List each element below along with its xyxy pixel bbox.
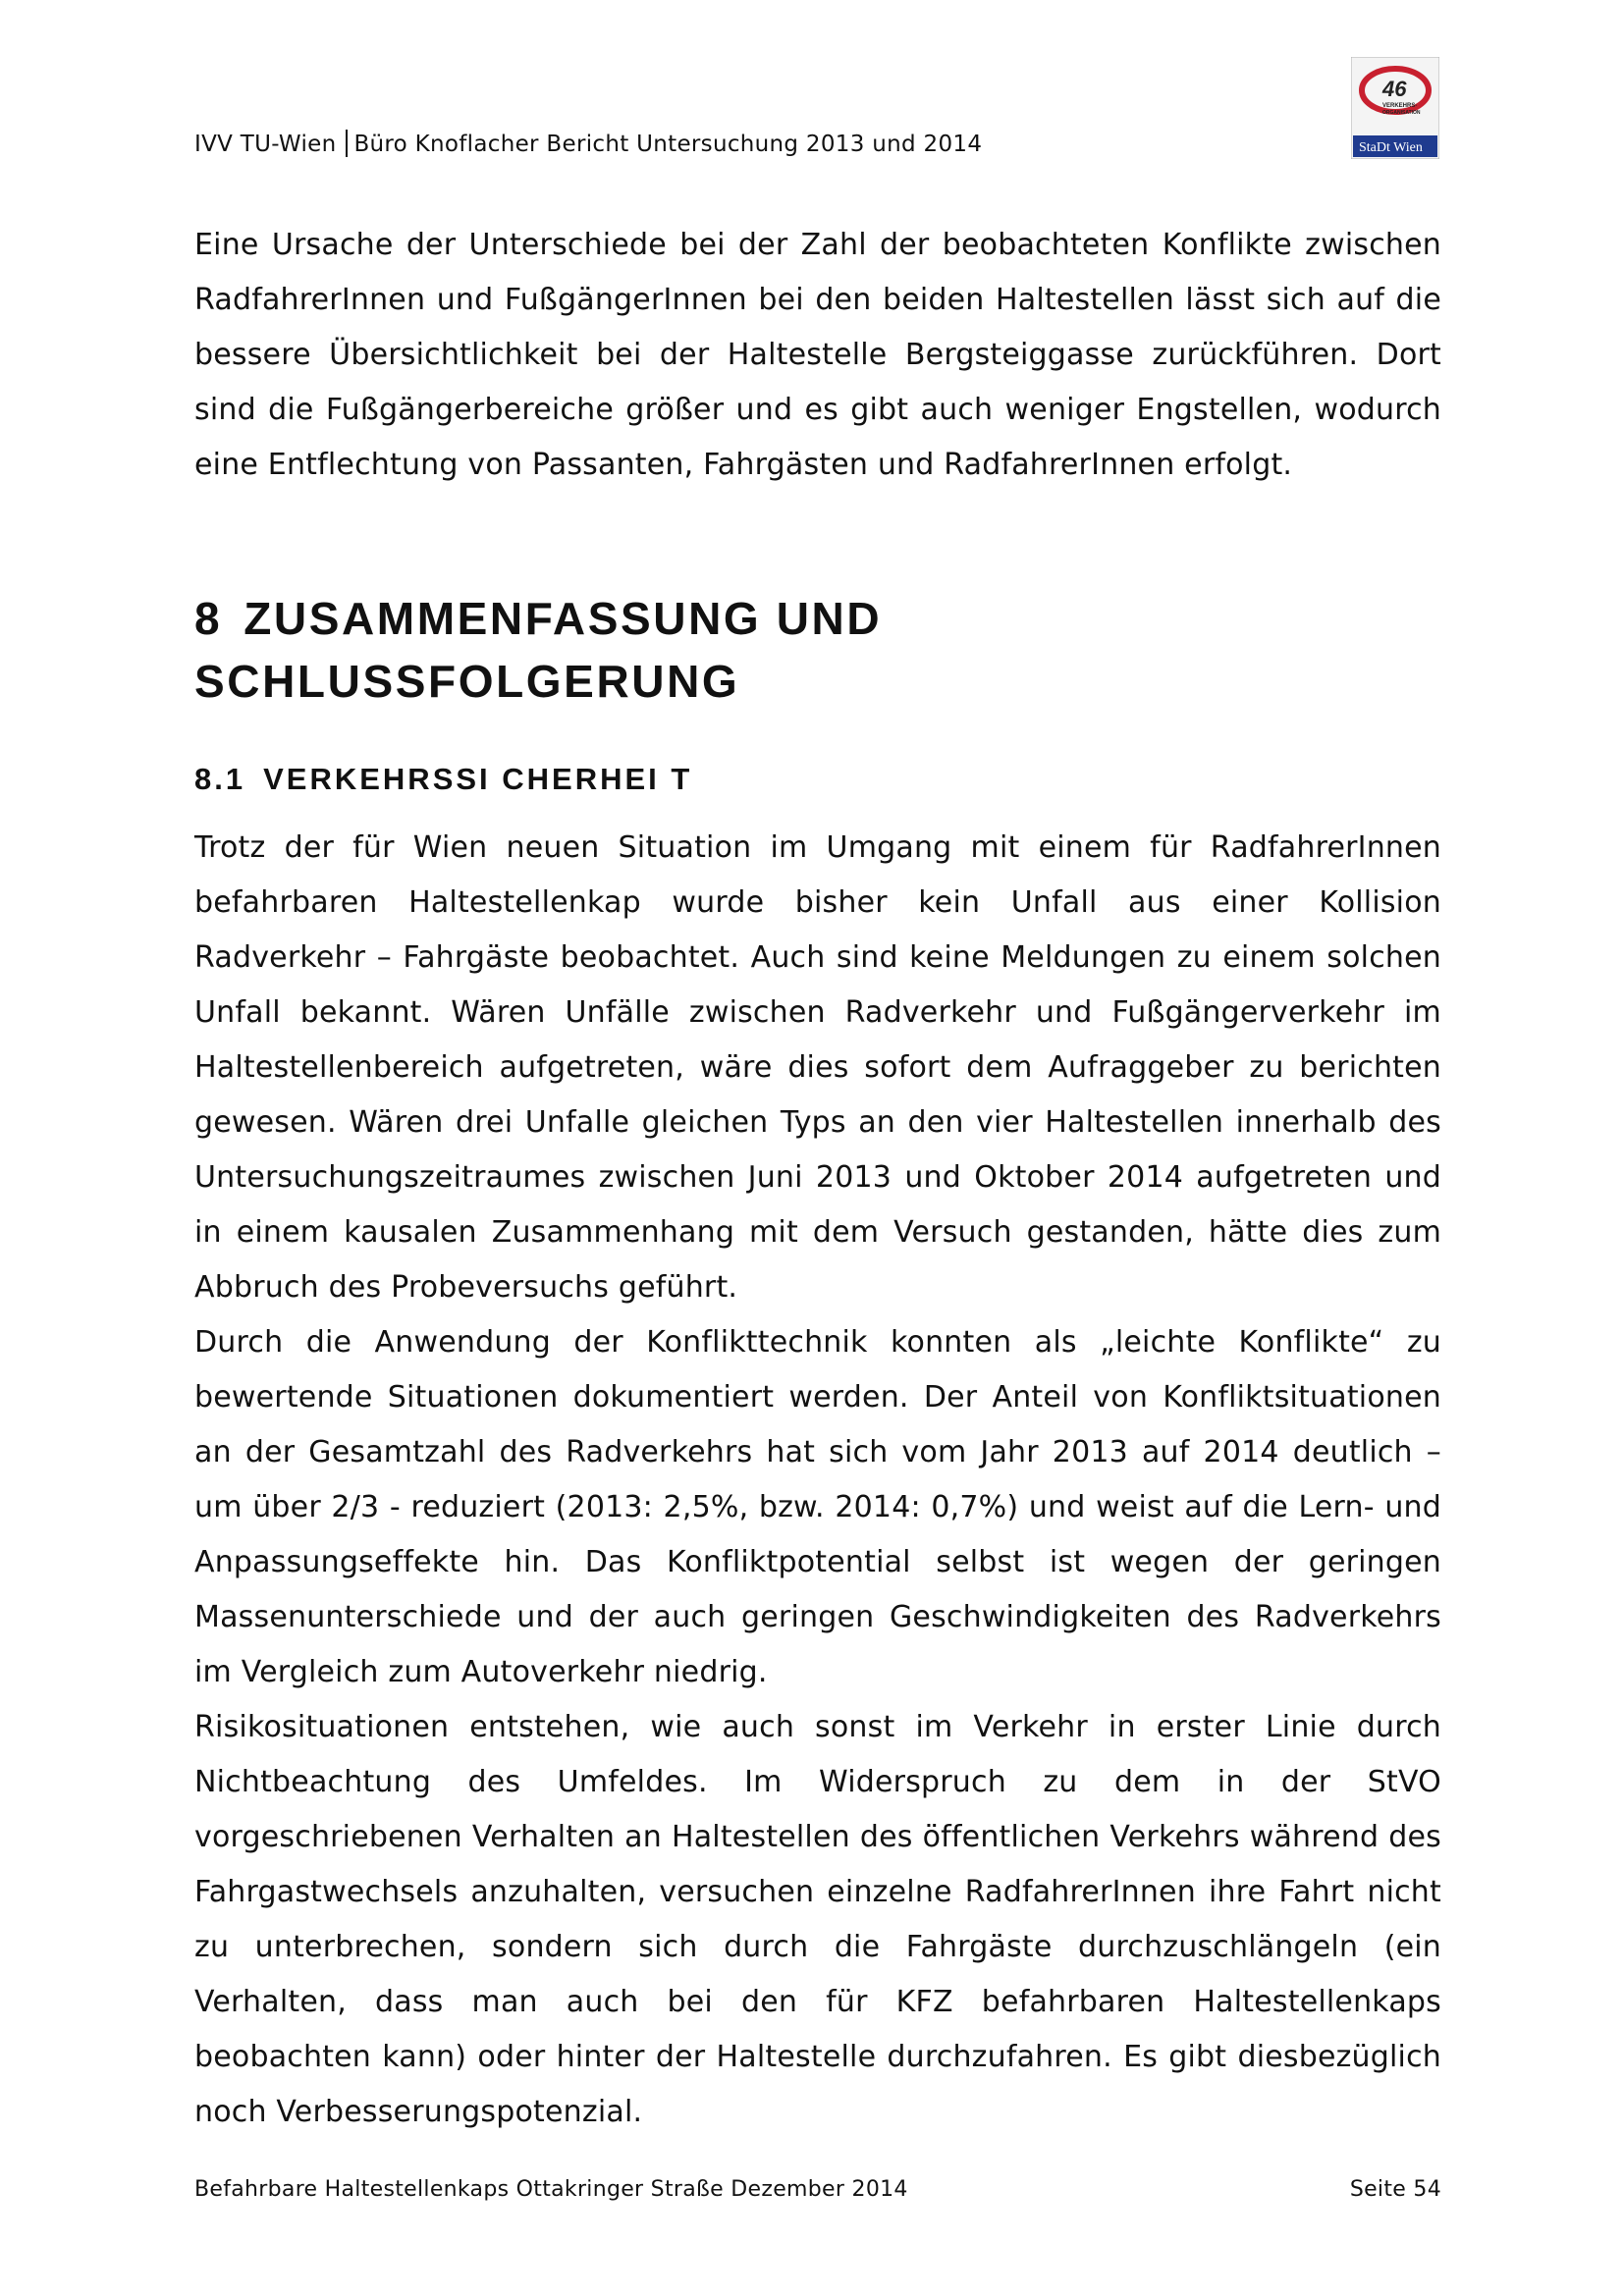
subsection-heading — [194, 760, 1441, 799]
header-report-title: Büro Knoflacher Bericht Untersuchung 2013 und 2014 — [353, 132, 983, 157]
logo-line-1: VERKEHRS- — [1382, 103, 1418, 109]
subsection-title: VERKEHRSSI CHERHEI T — [263, 762, 693, 796]
section-number: 8 — [194, 593, 223, 644]
section-heading — [194, 587, 1441, 713]
page-header — [194, 130, 1441, 169]
body-paragraph-conflicts: Durch die Anwendung der Konflikttechnik konnten als „leichte Konflikte“ zu bewertende Situationen dokumentiert werden. Der Anteil von Konfliktsituationen an der Gesamtzahl des Radverkehrs hat sich vom Jahr 2013 auf 2014 deutlich – um über 2/3 - reduziert (2013: 2,5%, bzw. 2014: 0,7%) und weist auf die Lern- und Anpassungseffekte hin. Das Konfliktpotential selbst ist wegen der geringen Massenunterschiede und der auch geringen Geschwindigkeiten des Radverkehrs im Vergleich zum Autoverkehr niedrig. — [194, 1325, 1441, 1689]
header-institute: IVV TU-Wien — [194, 132, 337, 157]
subsection-number: 8.1 — [194, 762, 246, 796]
intro-paragraph: Eine Ursache der Unterschiede bei der Zahl der beobachteten Konflikte zwischen RadfahrerInnen und FußgängerInnen bei den beiden Haltestellen lässt sich auf die bessere Übersichtlichkeit bei der Haltestelle Bergsteiggasse zurückführen. Dort sind die Fußgängerbereiche größer und es gibt auch weniger Engstellen, wodurch eine Entflechtung von Passanten, Fahrgästen und RadfahrerInnen erfolgt. — [194, 228, 1441, 482]
organisation-logo — [1351, 57, 1439, 159]
page-footer — [194, 2177, 1441, 2202]
section-title: ZUSAMMENFASSUNG UND SCHLUSSFOLGERUNG — [194, 593, 883, 707]
body-paragraph-risk: Risikosituationen entstehen, wie auch sonst im Verkehr in erster Linie durch Nichtbeachtung des Umfeldes. Im Widerspruch zu dem in der StVO vorgeschriebenen Verhalten an Haltestellen des öffentlichen Verkehrs während des Fahrgastwechsels anzuhalten, versuchen einzelne RadfahrerInnen ihre Fahrt nicht zu unterbrechen, sondern sich durch die Fahrgäste durchzuschlängeln (ein Verhalten, dass man auch bei den für KFZ befahrbaren Haltestellenkaps beobachten kann) oder hinter der Haltestelle durchzufahren. Es gibt diesbezüglich noch Verbesserungspotenzial. — [194, 1710, 1441, 2129]
logo-line-2: ORGANISATION — [1382, 110, 1421, 116]
logo-number: 46 — [1382, 77, 1407, 101]
body-paragraph-safety: Trotz der für Wien neuen Situation im Umgang mit einem für RadfahrerInnen befahrbaren Haltestellenkap wurde bisher kein Unfall aus einer Kollision Radverkehr – Fahrgäste beobachtet. Auch sind keine Meldungen zu einem solchen Unfall bekannt. Wären Unfälle zwischen Radverkehr und Fußgängerverkehr im Haltestellenbereich aufgetreten, wäre dies sofort dem Aufraggeber zu berichten gewesen. Wären drei Unfalle gleichen Typs an den vier Haltestellen innerhalb des Untersuchungszeitraumes zwischen Juni 2013 und Oktober 2014 aufgetreten und in einem kausalen Zusammenhang mit dem Versuch gestanden, hätte dies zum Abbruch des Probeversuchs geführt. — [194, 830, 1441, 1305]
footer-report-title: Befahrbare Haltestellenkaps Ottakringer Straße Dezember 2014 — [194, 2177, 908, 2202]
page-number: Seite 54 — [1349, 2177, 1441, 2202]
logo-brand: StaDt Wien — [1359, 140, 1423, 155]
header-separator — [346, 130, 348, 157]
page-content — [194, 218, 1441, 2140]
